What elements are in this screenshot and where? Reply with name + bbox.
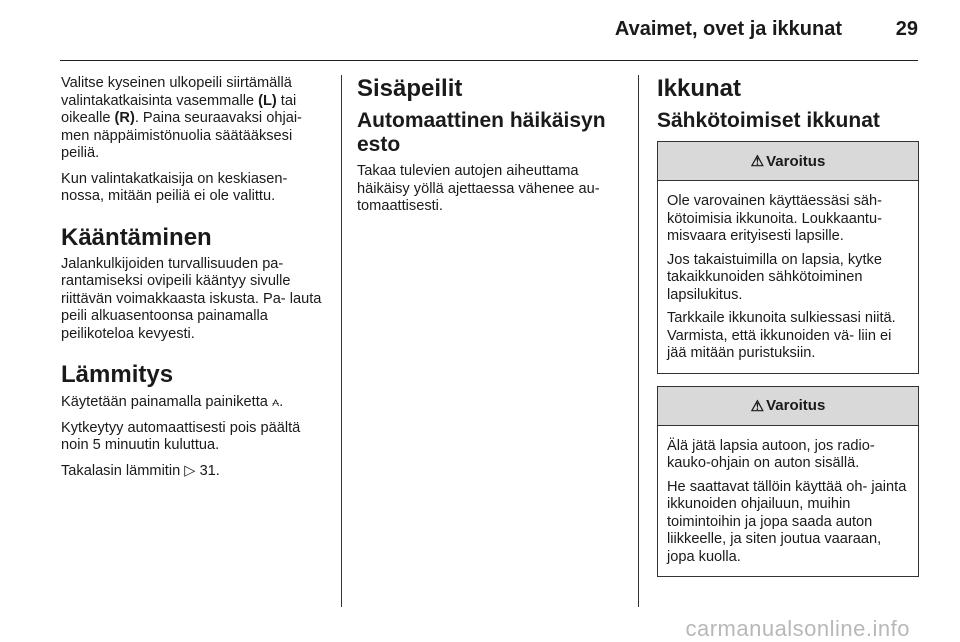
warning-header: ⚠ Varoitus xyxy=(658,387,918,426)
warning-body: Älä jätä lapsia autoon, jos radio- kauko-ohjain on auton sisällä. He saattavat tällöin käyttää oh- jainta ikkunoiden ohjailuun, muihin toimintoihin ja jopa saada auton liikkeelle, ja siten joutua vaaraan, jopa kuolla. xyxy=(667,437,907,565)
heading-windows: Ikkunat xyxy=(657,75,742,102)
column-middle xyxy=(357,75,625,224)
chapter-title: Avaimet, ovet ja ikkunat xyxy=(614,18,842,40)
warning-triangle-icon: ⚠ xyxy=(750,153,765,170)
page-number: 29 xyxy=(895,18,918,40)
column-divider xyxy=(638,75,639,607)
paragraph-mirror-select: Valitse kyseinen ulkopeili siirtämällä valintakatkaisinta vasemmalle (L) tai oikealle (R). Paina seuraavaksi ohjai- men näppäimistönuolia säätääksesi peiliä. xyxy=(61,75,302,161)
heading-heating: Lämmitys xyxy=(61,361,174,388)
paragraph-center-position: Kun valintakatkaisija on keskiasen- nossa, mitään peiliä ei ole valittu. xyxy=(61,170,288,204)
paragraph-heating-button: Käytetään painamalla painiketta ⩜. xyxy=(61,394,284,410)
page-header xyxy=(0,0,960,62)
column-right xyxy=(657,75,919,577)
heading-power-windows: Sähkötoimiset ikkunat xyxy=(657,109,880,132)
warning-box xyxy=(657,141,919,374)
reference-arrow-icon: ▷ xyxy=(184,462,196,479)
warning-triangle-icon: ⚠ xyxy=(750,397,765,415)
column-divider xyxy=(341,75,342,607)
heading-interior-mirrors: Sisäpeilit xyxy=(357,75,463,102)
paragraph-auto-dimming: Takaa tulevien autojen aiheuttama häikäisy yöllä ajettaessa vähenee au- tomaattisesti. xyxy=(357,163,600,214)
paragraph-auto-off: Kytkeytyy automaattisesti pois päältä noin 5 minuutin kuluttua. xyxy=(61,419,301,453)
warning-header: ⚠ Varoitus xyxy=(658,142,918,181)
heading-auto-dimming: Automaattinen häikäisyn esto xyxy=(357,109,606,156)
heading-folding: Kääntäminen xyxy=(61,223,212,251)
column-left xyxy=(61,75,329,488)
paragraph-rear-heater-ref[interactable]: Takalasin lämmitin ▷ 31. xyxy=(61,462,220,479)
header-rule xyxy=(60,60,918,61)
watermark: carmanualsonline.info xyxy=(685,616,910,641)
warning-body: Ole varovainen käyttäessäsi säh- kötoimisia ikkunoita. Loukkaantu- misvaara erityisesti lapsille. Jos takaistuimilla on lapsia, kytke takaikkunoiden sähkötoiminen lapsilukitus. Tarkkaile ikkunoita sulkiessasi niitä. Varmista, että ikkunoiden vä- liin ei jää mitään puristuksiin. xyxy=(667,193,896,361)
warning-box xyxy=(657,386,919,578)
paragraph-folding: Jalankulkijoiden turvallisuuden pa- rantamiseksi ovipeili kääntyy sivulle riittävän voimakkaasta iskusta. Pa- lauta peili alkuasentoonsa painamalla peilikoteloa kevyesti. xyxy=(61,255,322,342)
rear-window-heater-icon: ⩜ xyxy=(271,394,280,409)
